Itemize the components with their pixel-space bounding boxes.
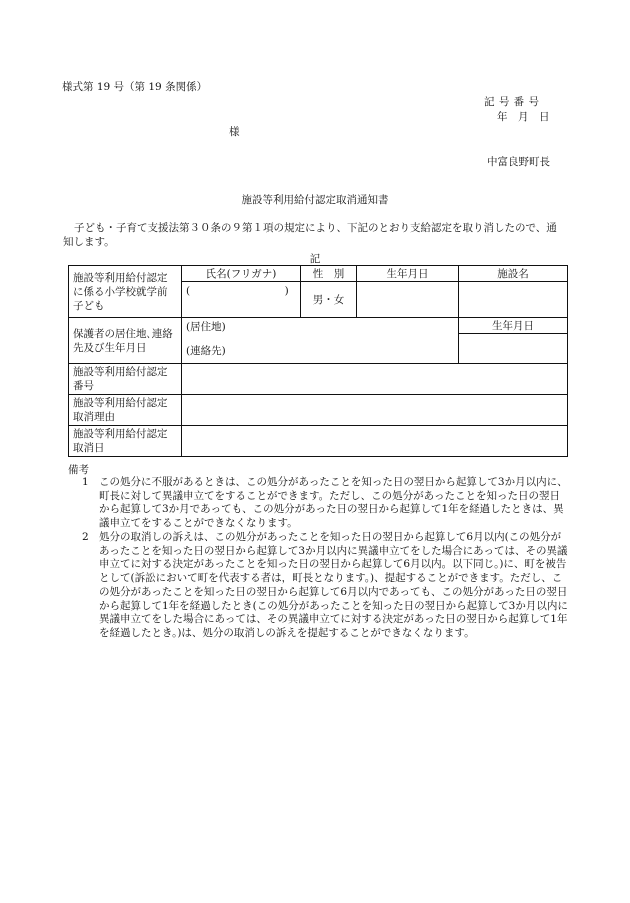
revoke-reason-label: 施設等利用給付認定取消理由 bbox=[69, 395, 182, 426]
child-label: 施設等利用給付認定に係る小学校就学前子ども bbox=[69, 266, 182, 318]
name-header: 氏名(フリガナ) bbox=[182, 266, 301, 282]
birthdate-value bbox=[357, 282, 459, 318]
ki-heading: 記 bbox=[309, 253, 321, 265]
note-text: この処分に不服があるときは、この処分があったことを知った日の翌日から起算して3か月以内に、町長に対して異議申立てをすることができます。ただし、この処分があったことを知った日の翌日から起算して3か月であっても、この処分があった日の翌日から起算して1年を経過したときは、異議申立てをすることができなくなります。 bbox=[99, 476, 568, 530]
facility-value bbox=[459, 282, 568, 318]
guardian-address-cell bbox=[182, 318, 459, 364]
document-title: 施設等利用給付認定取消通知書 bbox=[241, 194, 389, 206]
note-number: 1 bbox=[82, 476, 89, 488]
remarks-heading: 備考 bbox=[68, 464, 89, 476]
recipient-suffix: 様 bbox=[229, 126, 240, 138]
cert-number-value bbox=[182, 364, 568, 395]
date: 年 月 日 bbox=[497, 111, 550, 123]
contact-label: (連絡先) bbox=[186, 345, 226, 357]
revoke-date-label: 施設等利用給付認定取消日 bbox=[69, 426, 182, 457]
record-number: 記 号 番 号 bbox=[484, 96, 540, 108]
note-text: 処分の取消しの訴えは、この処分があったことを知った日の翌日から起算して6月以内(この処分があったことを知った日の翌日から起算して3か月以内に異議申立てをした場合にあっては、その異議申立てに対する決定があったことを知った日の翌日から起算して6月以内。以下同じ。)に、町を被告として(訴訟において町を代表する者は，町長となります。)、提起することができます。ただし、この処分があったことを知った日の翌日から起算して6月以内であっても、この処分があった日の翌日から起算して1年を経過したとき(この処分があったことを知った日の翌日から起算して3か月以内に異議申立てをした場合にあっては、その異議申立てに対する決定があった日の翌日から起算して1年を経過したとき。)は、処分の取消しの訴えを提起することができなくなります。 bbox=[99, 531, 568, 639]
note-number: 2 bbox=[82, 531, 89, 543]
remark-note-1 bbox=[82, 476, 568, 531]
birthdate-header: 生年月日 bbox=[357, 266, 459, 282]
sex-value: 男・女 bbox=[301, 282, 357, 318]
issuer: 中富良野町長 bbox=[487, 156, 550, 168]
body-text: 子ども・子育て支援法第３０条の９第１項の規定により、下記のとおり支給認定を取り消したので、通知します。 bbox=[63, 222, 557, 248]
certification-table bbox=[68, 265, 568, 457]
residence-label: (居住地) bbox=[186, 321, 226, 333]
name-value: ( ) bbox=[182, 282, 301, 318]
form-number: 様式第 19 号（第 19 条関係） bbox=[62, 81, 208, 93]
sex-header: 性 別 bbox=[301, 266, 357, 282]
guardian-label: 保護者の居住地､連絡先及び生年月日 bbox=[69, 318, 182, 364]
guardian-birth-value bbox=[459, 334, 568, 364]
remark-note-2 bbox=[82, 531, 568, 641]
guardian-birth-header: 生年月日 bbox=[459, 318, 568, 334]
facility-header: 施設名 bbox=[459, 266, 568, 282]
cert-number-label: 施設等利用給付認定番号 bbox=[69, 364, 182, 395]
revoke-date-value bbox=[182, 426, 568, 457]
revoke-reason-value bbox=[182, 395, 568, 426]
